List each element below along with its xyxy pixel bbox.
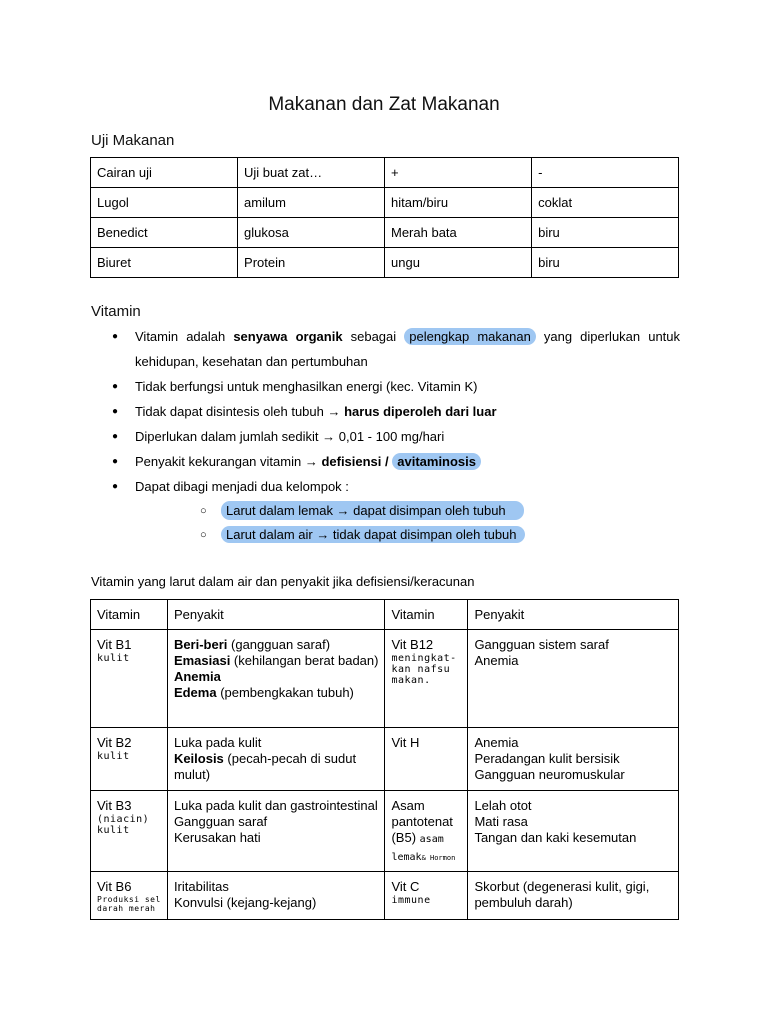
table-cell: biru [532, 218, 679, 248]
text: Diperlukan dalam jumlah sedikit → 0,01 - 100 mg/hari [135, 429, 445, 444]
text: Anemia [474, 735, 519, 750]
table-cell [468, 630, 679, 728]
table-cell: Biuret [91, 248, 238, 278]
handwritten-note: makan. [391, 675, 431, 686]
handwritten-note: kan nafsu [391, 664, 451, 675]
bullet-icon: ● [112, 331, 119, 342]
text: Iritabilitas [173, 879, 229, 894]
table-cell: Cairan uji [91, 158, 238, 188]
table-cell [385, 630, 468, 728]
bullet-icon: ● [112, 381, 119, 392]
section-heading-vitamin: Vitamin [91, 303, 141, 320]
highlighted-bold-text: avitaminosis [392, 453, 481, 470]
column-header: Vitamin [385, 600, 468, 630]
handwritten-note: immune [391, 895, 431, 906]
bold-text: Edema [173, 685, 217, 700]
text: Luka pada kulit [173, 735, 262, 750]
table-cell [468, 872, 679, 920]
table-row [91, 791, 679, 872]
table-row [91, 218, 679, 248]
text: Gangguan saraf [173, 814, 268, 829]
handwritten-note: kulit [97, 653, 130, 664]
text: (pecah-pecah di sudut mulut) [173, 751, 357, 782]
table-cell [91, 872, 168, 920]
bold-text: Anemia [173, 669, 221, 684]
table-cell: - [532, 158, 679, 188]
bullet-icon: ● [112, 456, 119, 467]
uji-makanan-table [90, 157, 679, 278]
text: Lelah otot [474, 798, 532, 813]
text: (gangguan saraf) [227, 637, 331, 652]
list-item [90, 399, 680, 424]
table-cell: hitam/biru [385, 188, 532, 218]
vitamin-name: Vit B3 [97, 798, 132, 813]
text: Vitamin adalah [135, 329, 234, 344]
table-cell [385, 728, 468, 791]
text: (kehilangan berat badan) [230, 653, 379, 668]
handwritten-note: kulit [97, 751, 130, 762]
bold-text: defisiensi / [321, 454, 393, 469]
vitamin-name: Vit C [391, 879, 420, 894]
page-title: Makanan dan Zat Makanan [268, 94, 500, 115]
section-heading-uji-makanan: Uji Makanan [91, 132, 175, 149]
table-cell [91, 728, 168, 791]
table-cell: amilum [238, 188, 385, 218]
handwritten-note: (niacin) [97, 814, 150, 825]
handwritten-note: Produksi sel [97, 895, 161, 904]
table-cell [468, 728, 679, 791]
table-row [91, 248, 679, 278]
table-cell [385, 872, 468, 920]
bullet-icon: ● [112, 431, 119, 442]
table-cell [468, 791, 679, 872]
circle-bullet-icon: ○ [200, 529, 207, 541]
text: Tidak berfungsi untuk menghasilkan energi (kec. Vitamin K) [135, 379, 478, 394]
list-item [90, 474, 680, 547]
table-header-row [91, 600, 679, 630]
table-cell: Protein [238, 248, 385, 278]
table-cell [167, 791, 385, 872]
vitamin-name: Vit H [391, 735, 420, 750]
list-item [90, 449, 680, 474]
text: Peradangan kulit bersisik [474, 751, 620, 766]
table-cell: Uji buat zat… [238, 158, 385, 188]
vitamin-bullet-list [90, 324, 680, 547]
table-cell [91, 630, 168, 728]
circle-bullet-icon: ○ [200, 505, 207, 517]
table-row [91, 728, 679, 791]
sub-list-item [135, 523, 680, 547]
bold-text: Keilosis [173, 751, 224, 766]
bullet-icon: ● [112, 406, 119, 417]
handwritten-note: darah merah [97, 904, 156, 913]
table-row [91, 158, 679, 188]
text: Anemia [474, 653, 519, 668]
handwritten-note: asam [419, 834, 444, 845]
table-cell: coklat [532, 188, 679, 218]
highlighted-text: Larut dalam air → tidak dapat disimpan oleh tubuh [221, 526, 525, 543]
vitamin-name: (B5) [391, 830, 417, 845]
bold-text: Beri-beri [173, 637, 228, 652]
text: (pembengkakan tubuh) [216, 685, 354, 700]
table-cell: biru [532, 248, 679, 278]
text: Penyakit kekurangan vitamin → [135, 454, 322, 469]
text: Konvulsi (kejang-kejang) [173, 895, 317, 910]
vitamin-name: Vit B1 [97, 637, 132, 652]
table-cell: Benedict [91, 218, 238, 248]
highlighted-text: Larut dalam lemak → dapat disimpan oleh tubuh [221, 501, 524, 520]
bold-text: senyawa organik [233, 329, 343, 344]
handwritten-note: & Hormon [421, 854, 456, 862]
table-caption: Vitamin yang larut dalam air dan penyakit jika defisiensi/keracunan [91, 574, 475, 589]
sub-list [135, 499, 680, 547]
table-row [91, 872, 679, 920]
text: Luka pada kulit dan gastrointestinal [173, 798, 378, 813]
table-cell [91, 791, 168, 872]
text: Mati rasa [474, 814, 528, 829]
column-header: Vitamin [91, 600, 168, 630]
bold-text: Emasiasi [173, 653, 231, 668]
text: Tangan dan kaki kesemutan [474, 830, 637, 845]
text: Gangguan neuromuskular [474, 767, 625, 782]
text: Dapat dibagi menjadi dua kelompok : [135, 479, 349, 494]
handwritten-note: kulit [97, 825, 130, 836]
table-cell [167, 872, 385, 920]
table-cell [167, 630, 385, 728]
table-cell [385, 791, 468, 872]
table-cell [167, 728, 385, 791]
column-header: Penyakit [468, 600, 679, 630]
text: Kerusakan hati [173, 830, 261, 845]
vitamin-name: pantotenat [391, 814, 453, 829]
vitamin-name: Vit B12 [391, 637, 434, 652]
table-cell: glukosa [238, 218, 385, 248]
table-row [91, 188, 679, 218]
text: Skorbut (degenerasi kulit, gigi, pembuluh darah) [474, 879, 650, 910]
table-cell: + [385, 158, 532, 188]
table-cell: Merah bata [385, 218, 532, 248]
table-cell: Lugol [91, 188, 238, 218]
text: Tidak dapat disintesis oleh tubuh → [135, 404, 345, 419]
column-header: Penyakit [167, 600, 385, 630]
vitamin-name: Asam [391, 798, 425, 813]
table-cell: ungu [385, 248, 532, 278]
vitamin-disease-table [90, 599, 679, 920]
text: yang diperlukan untuk kehidupan, kesehatan dan pertumbuhan [135, 329, 681, 369]
list-item [90, 324, 680, 374]
vitamin-name: Vit B2 [97, 735, 132, 750]
bold-text: harus diperoleh dari luar [344, 404, 497, 419]
text: Gangguan sistem saraf [474, 637, 609, 652]
list-item [90, 424, 680, 449]
bullet-icon: ● [112, 481, 119, 492]
handwritten-note: lemak [391, 852, 422, 863]
text: sebagai [342, 329, 405, 344]
highlighted-text: pelengkap makanan [404, 328, 536, 345]
handwritten-note: meningkat- [391, 653, 457, 664]
sub-list-item [135, 499, 680, 523]
vitamin-name: Vit B6 [97, 879, 132, 894]
list-item [90, 374, 680, 399]
table-row [91, 630, 679, 728]
